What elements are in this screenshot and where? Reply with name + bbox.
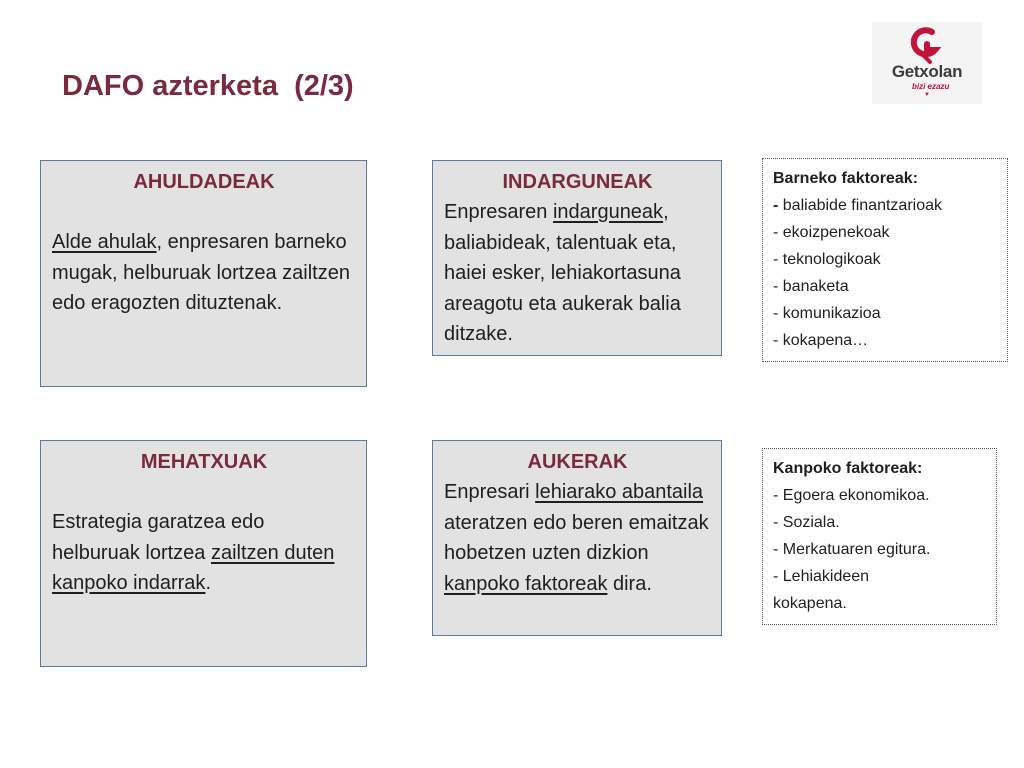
getxolan-logo-icon [902, 26, 952, 64]
strengths-title: INDARGUNEAK [502, 171, 653, 193]
weaknesses-title: AHULDADEAK [133, 171, 275, 193]
threats-key-term: zailtzen duten kanpoko indarrak [52, 541, 335, 594]
external-factors-note [762, 448, 997, 625]
internal-factor-item: - kokapena… [773, 332, 869, 349]
threats-text [52, 507, 356, 599]
internal-factor-first: baliabide finantzarioak [782, 197, 942, 214]
opportunities-text [444, 477, 711, 599]
weaknesses-text-rest: , enpresaren barneko mugak, helburuak lortzea zailtzen edo eragozten dituztenak. [52, 231, 350, 314]
strengths-key-term: indarguneak [552, 201, 664, 223]
threats-text-b: . [205, 572, 211, 594]
internal-factor-item: - teknologikoak [773, 251, 881, 268]
opportunities-text-c: dira. [607, 572, 652, 595]
weaknesses-text [52, 227, 356, 319]
slide-title: DAFO azterketa (2/3) [62, 70, 354, 102]
threats-text-a: Estrategia garatzea edo helburuak lortzea [52, 511, 265, 564]
external-factor-item: - Egoera ekonomikoa. [773, 487, 930, 504]
external-factor-item: - Lehiakideen [773, 568, 870, 585]
opportunities-title: AUKERAK [527, 451, 628, 473]
opportunities-key-term-2: kanpoko faktoreak [444, 572, 608, 595]
opportunities-key-term-1: lehiarako abantaila [535, 481, 704, 503]
threats-box [40, 440, 367, 667]
internal-factor-item: - komunikazioa [773, 305, 881, 322]
internal-factor-dash: - [773, 197, 783, 214]
getxolan-logo [872, 22, 982, 104]
internal-factor-item [773, 192, 999, 219]
threats-title: MEHATXUAK [140, 451, 268, 473]
opportunities-box [432, 440, 722, 636]
external-factors-heading: Kanpoko faktoreak: [773, 460, 923, 477]
external-factor-item: - Merkatuaren egitura. [773, 541, 931, 558]
weaknesses-box [40, 160, 367, 387]
logo-tagline: bizi ezazu [912, 82, 950, 91]
internal-factor-item: - ekoizpenekoak [773, 224, 890, 241]
external-factor-item: kokapena. [773, 595, 847, 612]
weaknesses-key-term: Alde ahulak [52, 231, 157, 253]
strengths-text-a: Enpresaren [444, 201, 553, 223]
opportunities-text-b: ateratzen edo beren emaitzak hobetzen uzten dizkion [444, 511, 709, 564]
strengths-text-b: , baliabideak, talentuak eta, haiei esker, lehiakortasuna areagotu eta aukerak balia ditzake. [444, 201, 681, 345]
internal-factors-note [762, 158, 1008, 362]
internal-factor-item: - banaketa [773, 278, 849, 295]
logo-wordmark: Getxolan [891, 62, 963, 81]
logo-arrow-icon: ▼ [924, 92, 930, 98]
external-factor-item: - Soziala. [773, 514, 840, 531]
strengths-text [444, 197, 711, 350]
opportunities-text-a: Enpresari [444, 481, 536, 503]
strengths-box [432, 160, 722, 356]
spacer [52, 477, 356, 507]
spacer [52, 197, 356, 227]
internal-factors-heading: Barneko faktoreak: [773, 170, 918, 187]
